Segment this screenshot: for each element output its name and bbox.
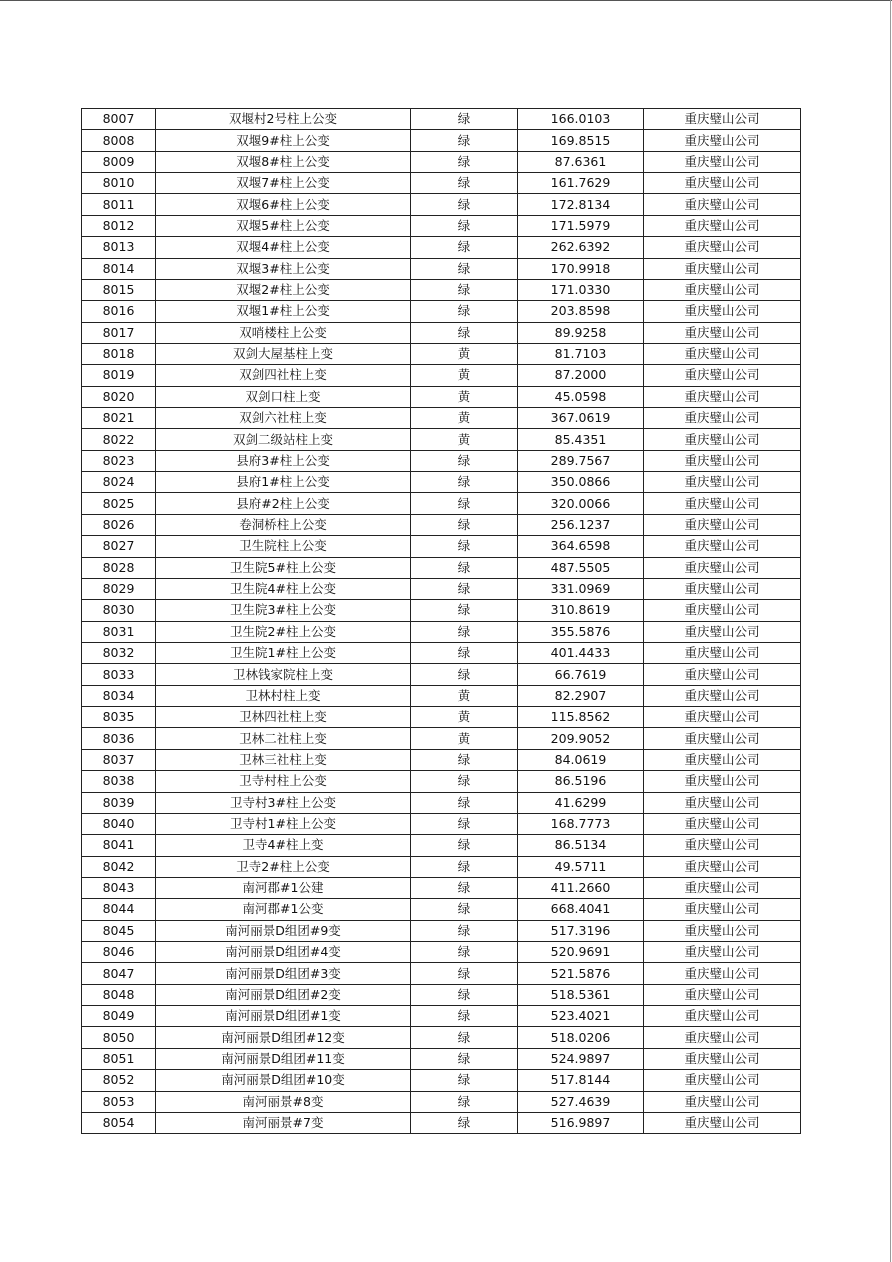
value-cell: 518.0206: [518, 1027, 644, 1048]
row-id-cell: 8013: [82, 237, 156, 258]
value-cell: 516.9897: [518, 1112, 644, 1133]
value-cell: 364.6598: [518, 536, 644, 557]
table-row: [82, 1027, 801, 1048]
transformer-name-cell: 卫生院柱上公变: [156, 536, 411, 557]
status-color-cell: 黄: [411, 343, 518, 364]
value-cell: 161.7629: [518, 173, 644, 194]
row-id-cell: 8007: [82, 109, 156, 130]
status-color-cell: 绿: [411, 472, 518, 493]
table-row: [82, 514, 801, 535]
company-cell: 重庆璧山公司: [644, 749, 801, 770]
row-id-cell: 8052: [82, 1070, 156, 1091]
status-color-cell: 绿: [411, 173, 518, 194]
table-row: [82, 1006, 801, 1027]
transformer-name-cell: 双堰7#柱上公变: [156, 173, 411, 194]
row-id-cell: 8015: [82, 279, 156, 300]
row-id-cell: 8020: [82, 386, 156, 407]
value-cell: 86.5134: [518, 835, 644, 856]
value-cell: 521.5876: [518, 963, 644, 984]
company-cell: 重庆璧山公司: [644, 813, 801, 834]
value-cell: 89.9258: [518, 322, 644, 343]
value-cell: 84.0619: [518, 749, 644, 770]
row-id-cell: 8030: [82, 600, 156, 621]
row-id-cell: 8024: [82, 472, 156, 493]
row-id-cell: 8021: [82, 408, 156, 429]
status-color-cell: 绿: [411, 151, 518, 172]
row-id-cell: 8025: [82, 493, 156, 514]
status-color-cell: 绿: [411, 835, 518, 856]
status-color-cell: 绿: [411, 215, 518, 236]
row-id-cell: 8022: [82, 429, 156, 450]
transformer-name-cell: 双堰9#柱上公变: [156, 130, 411, 151]
table-row: [82, 322, 801, 343]
row-id-cell: 8031: [82, 621, 156, 642]
value-cell: 411.2660: [518, 877, 644, 898]
transformer-name-cell: 卫生院3#柱上公变: [156, 600, 411, 621]
transformer-name-cell: 卫林二社柱上变: [156, 728, 411, 749]
table-row: [82, 343, 801, 364]
transformer-name-cell: 卫林三社柱上变: [156, 749, 411, 770]
table-row: [82, 920, 801, 941]
transformer-name-cell: 南河丽景D组团#1变: [156, 1006, 411, 1027]
table-row: [82, 429, 801, 450]
company-cell: 重庆璧山公司: [644, 877, 801, 898]
table-row: [82, 215, 801, 236]
value-cell: 350.0866: [518, 472, 644, 493]
company-cell: 重庆璧山公司: [644, 343, 801, 364]
status-color-cell: 绿: [411, 642, 518, 663]
value-cell: 81.7103: [518, 343, 644, 364]
status-color-cell: 绿: [411, 984, 518, 1005]
transformer-name-cell: 双哨楼柱上公变: [156, 322, 411, 343]
status-color-cell: 绿: [411, 899, 518, 920]
table-row: [82, 771, 801, 792]
table-row: [82, 984, 801, 1005]
table-row: [82, 450, 801, 471]
company-cell: 重庆璧山公司: [644, 600, 801, 621]
transformer-name-cell: 南河郡#1公建: [156, 877, 411, 898]
value-cell: 203.8598: [518, 301, 644, 322]
table-row: [82, 1112, 801, 1133]
row-id-cell: 8047: [82, 963, 156, 984]
value-cell: 517.3196: [518, 920, 644, 941]
value-cell: 355.5876: [518, 621, 644, 642]
transformer-name-cell: 双堰村2号柱上公变: [156, 109, 411, 130]
value-cell: 367.0619: [518, 408, 644, 429]
value-cell: 45.0598: [518, 386, 644, 407]
value-cell: 331.0969: [518, 578, 644, 599]
status-color-cell: 绿: [411, 237, 518, 258]
company-cell: 重庆璧山公司: [644, 215, 801, 236]
table-body: [82, 109, 801, 1134]
company-cell: 重庆璧山公司: [644, 1112, 801, 1133]
status-color-cell: 绿: [411, 771, 518, 792]
company-cell: 重庆璧山公司: [644, 429, 801, 450]
value-cell: 66.7619: [518, 664, 644, 685]
company-cell: 重庆璧山公司: [644, 835, 801, 856]
company-cell: 重庆璧山公司: [644, 942, 801, 963]
status-color-cell: 绿: [411, 877, 518, 898]
status-color-cell: 绿: [411, 450, 518, 471]
company-cell: 重庆璧山公司: [644, 963, 801, 984]
table-row: [82, 664, 801, 685]
transformer-name-cell: 南河丽景#7变: [156, 1112, 411, 1133]
row-id-cell: 8041: [82, 835, 156, 856]
table-row: [82, 536, 801, 557]
status-color-cell: 绿: [411, 1048, 518, 1069]
value-cell: 169.8515: [518, 130, 644, 151]
transformer-name-cell: 卷洞桥柱上公变: [156, 514, 411, 535]
table-row: [82, 835, 801, 856]
status-color-cell: 绿: [411, 856, 518, 877]
row-id-cell: 8051: [82, 1048, 156, 1069]
table-row: [82, 813, 801, 834]
company-cell: 重庆璧山公司: [644, 707, 801, 728]
table-row: [82, 408, 801, 429]
table-row: [82, 685, 801, 706]
row-id-cell: 8033: [82, 664, 156, 685]
status-color-cell: 黄: [411, 707, 518, 728]
company-cell: 重庆璧山公司: [644, 322, 801, 343]
transformer-name-cell: 双剑六社柱上变: [156, 408, 411, 429]
transformer-name-cell: 卫寺2#柱上公变: [156, 856, 411, 877]
row-id-cell: 8040: [82, 813, 156, 834]
value-cell: 209.9052: [518, 728, 644, 749]
table-row: [82, 1070, 801, 1091]
row-id-cell: 8012: [82, 215, 156, 236]
row-id-cell: 8017: [82, 322, 156, 343]
table-row: [82, 942, 801, 963]
transformer-name-cell: 卫林村柱上变: [156, 685, 411, 706]
row-id-cell: 8053: [82, 1091, 156, 1112]
row-id-cell: 8037: [82, 749, 156, 770]
table-row: [82, 621, 801, 642]
value-cell: 171.5979: [518, 215, 644, 236]
row-id-cell: 8029: [82, 578, 156, 599]
value-cell: 86.5196: [518, 771, 644, 792]
company-cell: 重庆璧山公司: [644, 493, 801, 514]
row-id-cell: 8048: [82, 984, 156, 1005]
status-color-cell: 黄: [411, 728, 518, 749]
transformer-name-cell: 双堰3#柱上公变: [156, 258, 411, 279]
transformer-name-cell: 南河丽景D组团#12变: [156, 1027, 411, 1048]
company-cell: 重庆璧山公司: [644, 237, 801, 258]
status-color-cell: 绿: [411, 1006, 518, 1027]
row-id-cell: 8019: [82, 365, 156, 386]
value-cell: 166.0103: [518, 109, 644, 130]
row-id-cell: 8036: [82, 728, 156, 749]
row-id-cell: 8049: [82, 1006, 156, 1027]
company-cell: 重庆璧山公司: [644, 279, 801, 300]
transformer-name-cell: 南河丽景D组团#11变: [156, 1048, 411, 1069]
company-cell: 重庆璧山公司: [644, 173, 801, 194]
row-id-cell: 8032: [82, 642, 156, 663]
transformer-name-cell: 双剑四社柱上变: [156, 365, 411, 386]
value-cell: 523.4021: [518, 1006, 644, 1027]
value-cell: 82.2907: [518, 685, 644, 706]
row-id-cell: 8045: [82, 920, 156, 941]
row-id-cell: 8010: [82, 173, 156, 194]
transformer-name-cell: 双堰5#柱上公变: [156, 215, 411, 236]
transformer-name-cell: 卫生院4#柱上公变: [156, 578, 411, 599]
status-color-cell: 绿: [411, 322, 518, 343]
company-cell: 重庆璧山公司: [644, 536, 801, 557]
transformer-name-cell: 卫生院2#柱上公变: [156, 621, 411, 642]
table-row: [82, 642, 801, 663]
status-color-cell: 绿: [411, 578, 518, 599]
status-color-cell: 黄: [411, 429, 518, 450]
status-color-cell: 绿: [411, 130, 518, 151]
transformer-name-cell: 双剑大屋基柱上变: [156, 343, 411, 364]
status-color-cell: 绿: [411, 279, 518, 300]
row-id-cell: 8046: [82, 942, 156, 963]
transformer-name-cell: 南河丽景D组团#9变: [156, 920, 411, 941]
status-color-cell: 黄: [411, 386, 518, 407]
status-color-cell: 绿: [411, 749, 518, 770]
table-row: [82, 151, 801, 172]
row-id-cell: 8026: [82, 514, 156, 535]
company-cell: 重庆璧山公司: [644, 664, 801, 685]
company-cell: 重庆璧山公司: [644, 365, 801, 386]
table-row: [82, 130, 801, 151]
table-row: [82, 792, 801, 813]
table-row: [82, 728, 801, 749]
company-cell: 重庆璧山公司: [644, 1091, 801, 1112]
company-cell: 重庆璧山公司: [644, 578, 801, 599]
value-cell: 256.1237: [518, 514, 644, 535]
table-row: [82, 749, 801, 770]
company-cell: 重庆璧山公司: [644, 450, 801, 471]
table-row: [82, 557, 801, 578]
table-row: [82, 1048, 801, 1069]
row-id-cell: 8044: [82, 899, 156, 920]
table-row: [82, 707, 801, 728]
status-color-cell: 绿: [411, 1112, 518, 1133]
status-color-cell: 绿: [411, 792, 518, 813]
company-cell: 重庆璧山公司: [644, 771, 801, 792]
status-color-cell: 绿: [411, 621, 518, 642]
value-cell: 168.7773: [518, 813, 644, 834]
company-cell: 重庆璧山公司: [644, 258, 801, 279]
value-cell: 85.4351: [518, 429, 644, 450]
transformer-name-cell: 卫林钱家院柱上变: [156, 664, 411, 685]
company-cell: 重庆璧山公司: [644, 920, 801, 941]
transformer-name-cell: 南河郡#1公变: [156, 899, 411, 920]
transformer-name-cell: 县府1#柱上公变: [156, 472, 411, 493]
transformer-name-cell: 卫生院1#柱上公变: [156, 642, 411, 663]
value-cell: 41.6299: [518, 792, 644, 813]
company-cell: 重庆璧山公司: [644, 151, 801, 172]
company-cell: 重庆璧山公司: [644, 130, 801, 151]
table-row: [82, 258, 801, 279]
transformer-name-cell: 卫寺村柱上公变: [156, 771, 411, 792]
value-cell: 310.8619: [518, 600, 644, 621]
page-right-border: [890, 0, 891, 1262]
value-cell: 87.6361: [518, 151, 644, 172]
status-color-cell: 绿: [411, 942, 518, 963]
status-color-cell: 绿: [411, 664, 518, 685]
status-color-cell: 黄: [411, 365, 518, 386]
transformer-name-cell: 南河丽景D组团#3变: [156, 963, 411, 984]
transformer-name-cell: 卫生院5#柱上公变: [156, 557, 411, 578]
value-cell: 668.4041: [518, 899, 644, 920]
row-id-cell: 8043: [82, 877, 156, 898]
value-cell: 524.9897: [518, 1048, 644, 1069]
row-id-cell: 8054: [82, 1112, 156, 1133]
company-cell: 重庆璧山公司: [644, 792, 801, 813]
status-color-cell: 绿: [411, 1027, 518, 1048]
transformer-name-cell: 双堰8#柱上公变: [156, 151, 411, 172]
value-cell: 49.5711: [518, 856, 644, 877]
status-color-cell: 黄: [411, 408, 518, 429]
company-cell: 重庆璧山公司: [644, 514, 801, 535]
row-id-cell: 8035: [82, 707, 156, 728]
page-top-border: [0, 0, 892, 1]
row-id-cell: 8008: [82, 130, 156, 151]
row-id-cell: 8028: [82, 557, 156, 578]
value-cell: 115.8562: [518, 707, 644, 728]
status-color-cell: 绿: [411, 920, 518, 941]
table-row: [82, 1091, 801, 1112]
table-row: [82, 173, 801, 194]
transformer-name-cell: 双剑二级站柱上变: [156, 429, 411, 450]
company-cell: 重庆璧山公司: [644, 621, 801, 642]
table-row: [82, 301, 801, 322]
company-cell: 重庆璧山公司: [644, 408, 801, 429]
transformer-name-cell: 卫寺4#柱上变: [156, 835, 411, 856]
table-row: [82, 877, 801, 898]
company-cell: 重庆璧山公司: [644, 301, 801, 322]
value-cell: 517.8144: [518, 1070, 644, 1091]
row-id-cell: 8038: [82, 771, 156, 792]
row-id-cell: 8011: [82, 194, 156, 215]
row-id-cell: 8050: [82, 1027, 156, 1048]
value-cell: 320.0066: [518, 493, 644, 514]
row-id-cell: 8018: [82, 343, 156, 364]
data-table: [81, 108, 801, 1134]
row-id-cell: 8009: [82, 151, 156, 172]
value-cell: 262.6392: [518, 237, 644, 258]
company-cell: 重庆璧山公司: [644, 1027, 801, 1048]
value-cell: 401.4433: [518, 642, 644, 663]
company-cell: 重庆璧山公司: [644, 1048, 801, 1069]
company-cell: 重庆璧山公司: [644, 472, 801, 493]
row-id-cell: 8034: [82, 685, 156, 706]
status-color-cell: 绿: [411, 536, 518, 557]
table-row: [82, 600, 801, 621]
transformer-name-cell: 卫林四社柱上变: [156, 707, 411, 728]
row-id-cell: 8023: [82, 450, 156, 471]
table-row: [82, 899, 801, 920]
status-color-cell: 绿: [411, 1091, 518, 1112]
transformer-name-cell: 双堰2#柱上公变: [156, 279, 411, 300]
company-cell: 重庆璧山公司: [644, 1070, 801, 1091]
transformer-name-cell: 双堰6#柱上公变: [156, 194, 411, 215]
transformer-name-cell: 县府3#柱上公变: [156, 450, 411, 471]
row-id-cell: 8039: [82, 792, 156, 813]
company-cell: 重庆璧山公司: [644, 642, 801, 663]
company-cell: 重庆璧山公司: [644, 109, 801, 130]
transformer-name-cell: 南河丽景D组团#4变: [156, 942, 411, 963]
table-row: [82, 856, 801, 877]
table-row: [82, 493, 801, 514]
status-color-cell: 绿: [411, 258, 518, 279]
table-row: [82, 237, 801, 258]
value-cell: 172.8134: [518, 194, 644, 215]
status-color-cell: 绿: [411, 813, 518, 834]
status-color-cell: 绿: [411, 557, 518, 578]
value-cell: 289.7567: [518, 450, 644, 471]
table-row: [82, 279, 801, 300]
row-id-cell: 8042: [82, 856, 156, 877]
value-cell: 170.9918: [518, 258, 644, 279]
table-row: [82, 386, 801, 407]
company-cell: 重庆璧山公司: [644, 728, 801, 749]
company-cell: 重庆璧山公司: [644, 557, 801, 578]
table-row: [82, 194, 801, 215]
table-row: [82, 963, 801, 984]
status-color-cell: 黄: [411, 685, 518, 706]
value-cell: 87.2000: [518, 365, 644, 386]
value-cell: 171.0330: [518, 279, 644, 300]
table-row: [82, 578, 801, 599]
status-color-cell: 绿: [411, 194, 518, 215]
row-id-cell: 8014: [82, 258, 156, 279]
company-cell: 重庆璧山公司: [644, 386, 801, 407]
company-cell: 重庆璧山公司: [644, 984, 801, 1005]
status-color-cell: 绿: [411, 301, 518, 322]
transformer-name-cell: 县府#2柱上公变: [156, 493, 411, 514]
table-row: [82, 109, 801, 130]
transformer-name-cell: 双堰4#柱上公变: [156, 237, 411, 258]
table-row: [82, 472, 801, 493]
status-color-cell: 绿: [411, 109, 518, 130]
transformer-name-cell: 南河丽景#8变: [156, 1091, 411, 1112]
value-cell: 487.5505: [518, 557, 644, 578]
transformer-name-cell: 卫寺村1#柱上公变: [156, 813, 411, 834]
company-cell: 重庆璧山公司: [644, 1006, 801, 1027]
status-color-cell: 绿: [411, 1070, 518, 1091]
company-cell: 重庆璧山公司: [644, 899, 801, 920]
row-id-cell: 8027: [82, 536, 156, 557]
company-cell: 重庆璧山公司: [644, 194, 801, 215]
transformer-name-cell: 双堰1#柱上公变: [156, 301, 411, 322]
transformer-name-cell: 卫寺村3#柱上公变: [156, 792, 411, 813]
transformer-name-cell: 南河丽景D组团#10变: [156, 1070, 411, 1091]
row-id-cell: 8016: [82, 301, 156, 322]
company-cell: 重庆璧山公司: [644, 856, 801, 877]
transformer-name-cell: 南河丽景D组团#2变: [156, 984, 411, 1005]
value-cell: 518.5361: [518, 984, 644, 1005]
status-color-cell: 绿: [411, 600, 518, 621]
transformer-name-cell: 双剑口柱上变: [156, 386, 411, 407]
value-cell: 527.4639: [518, 1091, 644, 1112]
status-color-cell: 绿: [411, 493, 518, 514]
company-cell: 重庆璧山公司: [644, 685, 801, 706]
status-color-cell: 绿: [411, 963, 518, 984]
value-cell: 520.9691: [518, 942, 644, 963]
table-row: [82, 365, 801, 386]
status-color-cell: 绿: [411, 514, 518, 535]
